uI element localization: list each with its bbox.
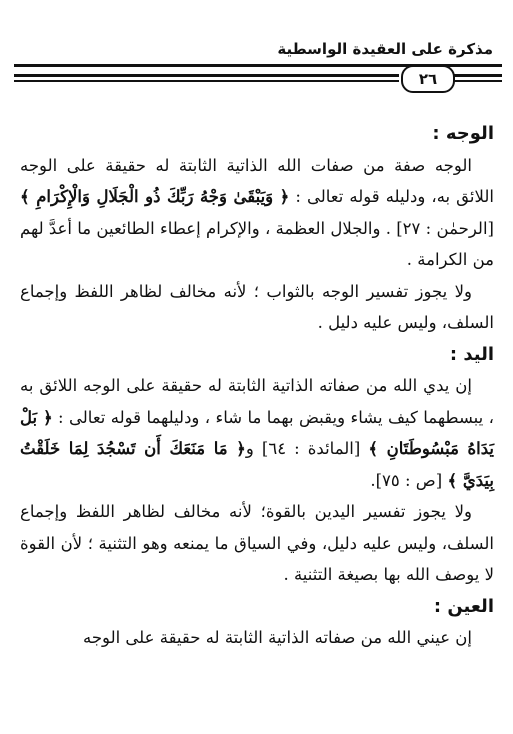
page-number: ٢٦ bbox=[401, 65, 455, 93]
book-title: مذكرة على العقيدة الواسطية bbox=[277, 40, 493, 58]
section-heading-eye: العين : bbox=[433, 595, 494, 617]
header-rule-left-lower bbox=[14, 80, 399, 82]
header-rule-left-upper bbox=[14, 74, 399, 77]
paragraph-text: إن يدي الله من صفاته الذاتية الثابتة له حقيقة على الوجه اللائق به ، يبسطهما كيف يشاء ويقبض بهما ما شاء ، ودليلهما قوله تعالى : bbox=[20, 376, 494, 427]
quran-verse: ﴿ وَيَبْقَىٰ وَجْهُ رَبِّكَ ذُو الْجَلَالِ وَالْإِكْرَامِ ﴾ bbox=[20, 187, 290, 206]
quran-verse: ﴿ بَلْ يَدَاهُ مَبْسُوطَتَانِ ﴾ bbox=[20, 407, 494, 458]
paragraph-text: [الرحمٰن : ٢٧] . والجلال العظمة ، والإكرام إعطاء الطائعين ما أعدَّ لهم من الكرامة . bbox=[20, 218, 494, 269]
paragraph-eye-definition: إن عيني الله من صفاته الذاتية الثابتة له حقيقة على الوجه bbox=[83, 628, 472, 647]
paragraph-text: [ص : ٧٥]. bbox=[370, 470, 448, 490]
section-heading-hand: اليد : bbox=[449, 343, 494, 365]
page-body bbox=[20, 118, 494, 654]
paragraph-text: الوجه صفة من صفات الله الذاتية الثابتة له حقيقة على الوجه اللائق به، ودليله قوله تعالى : bbox=[20, 155, 494, 206]
paragraph-hand-interpretation: ولا يجوز تفسير اليدين بالقوة؛ لأنه مخالف لظاهر اللفظ وإجماع السلف، وليس عليه دليل، وفي السياق ما يمنعه وهو التثنية ؛ لأن القوة لا يوصف الله بها بصيغة التثنية . bbox=[20, 502, 494, 584]
header-rule-right-lower bbox=[454, 80, 502, 82]
paragraph-face-definition bbox=[20, 150, 494, 276]
paragraph-face-interpretation: ولا يجوز تفسير الوجه بالثواب ؛ لأنه مخالف لظاهر اللفظ وإجماع السلف، وليس عليه دليل . bbox=[20, 281, 494, 332]
paragraph-text: [المائدة : ٦٤] و bbox=[245, 439, 369, 458]
header-rule-right-upper bbox=[454, 74, 502, 77]
paragraph-hand-definition bbox=[20, 370, 494, 496]
section-heading-face: الوجه : bbox=[432, 123, 494, 144]
page-header bbox=[0, 0, 513, 86]
quran-verse: ﴿ مَا مَنَعَكَ أَن تَسْجُدَ لِمَا خَلَقْتُ بِيَدَيَّ ﴾ bbox=[20, 439, 494, 490]
